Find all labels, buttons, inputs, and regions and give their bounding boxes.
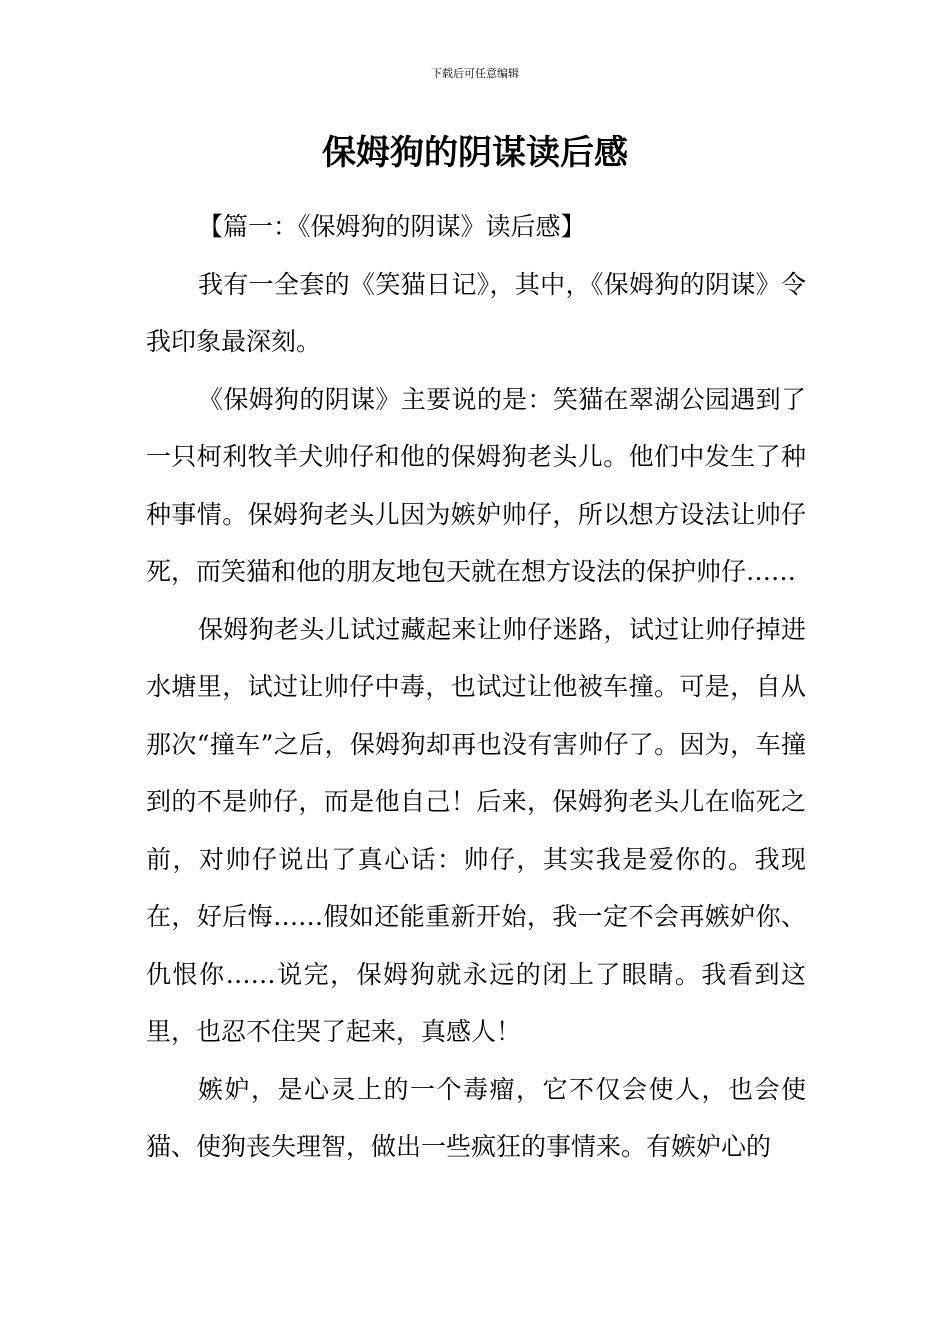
paragraph-2: 《保姆狗的阴谋》主要说的是：笑猫在翠湖公园遇到了一只柯利牧羊犬帅仔和他的保姆狗老头儿。他们中发生了种种事情。保姆狗老头儿因为嫉妒帅仔，所以想方设法让帅仔死，而笑猫和他的朋友地包天就在想方设法的保护帅仔……: [146, 384, 806, 586]
paragraph-1: 我有一全套的《笑猫日记》，其中，《保姆狗的阴谋》令我印象最深刻。: [146, 269, 806, 356]
document-title: 保姆狗的阴谋读后感: [322, 133, 628, 173]
paragraph-3: 保姆狗老头儿试过藏起来让帅仔迷路，试过让帅仔掉进水塘里，试过让帅仔中毒，也试过让他被车撞。可是，自从那次“撞车”之后，保姆狗却再也没有害帅仔了。因为，车撞到的不是帅仔，而是他自己！后来，保姆狗老头儿在临死之前，对帅仔说出了真心话：帅仔，其实我是爱你的。我现在，好后悔……假如还能重新开始，我一定不会再嫉妒你、仇恨你……说完，保姆狗就永远的闭上了眼睛。我看到这里，也忍不住哭了起来，真感人！: [146, 614, 806, 1046]
section-heading: 【篇一：《保姆狗的阴谋》读后感】: [198, 212, 586, 241]
document-body: [146, 198, 806, 1176]
header-note: 下载后可任意编辑: [431, 67, 519, 80]
paragraph-4: 嫉妒，是心灵上的一个毒瘤，它不仅会使人，也会使猫、使狗丧失理智，做出一些疯狂的事情来。有嫉妒心的: [146, 1074, 806, 1161]
